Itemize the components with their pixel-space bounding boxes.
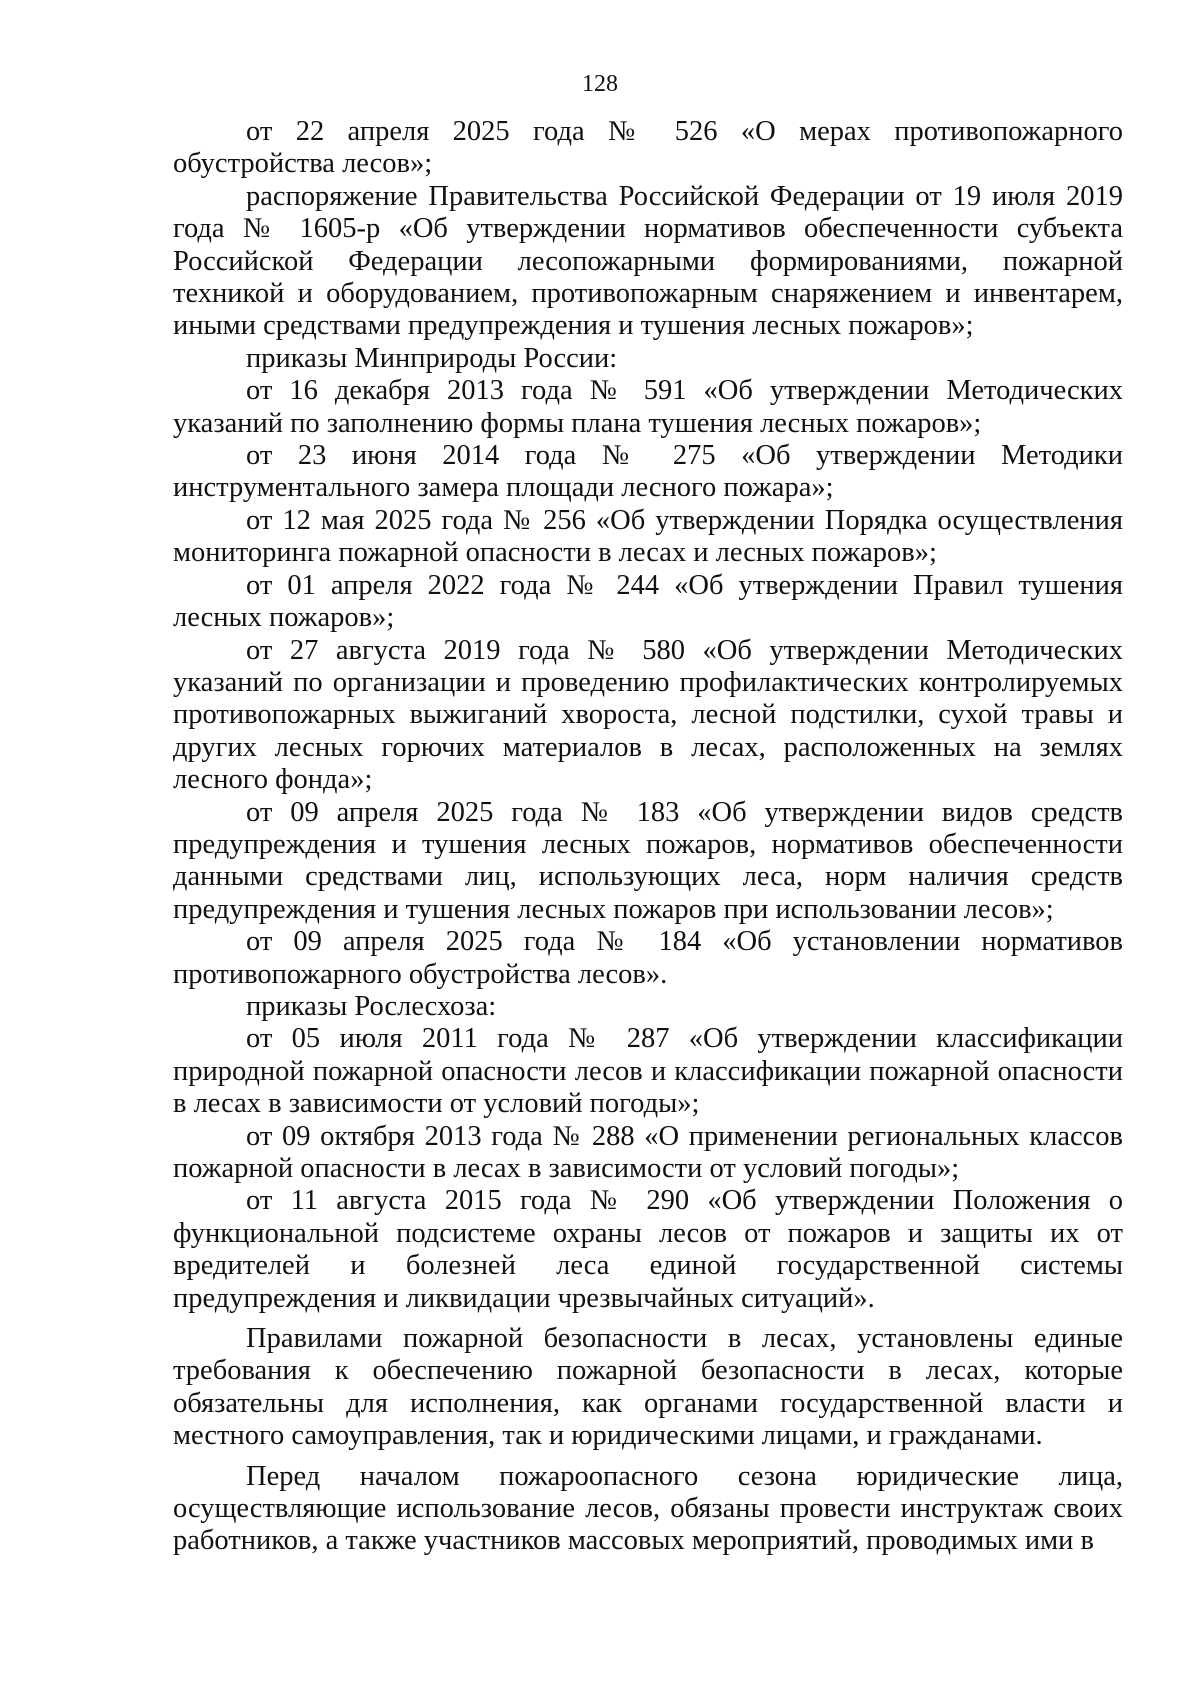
paragraph-government-order-1605r: распоряжение Правительства Российской Федерации от 19 июля 2019 года № 1605-р «Об утверждении нормативов обеспеченности субъекта Российской Федерации лесопожарными формированиями, пожарной техникой и оборудованием, противопожарным снаряжением и инвентарем, иными средствами предупреждения и тушения лесных пожаров»; [173, 180, 1123, 342]
paragraph-minprirody-heading: приказы Минприроды России: [246, 342, 618, 374]
paragraph-rosleshoz-heading: приказы Рослесхоза: [246, 990, 497, 1022]
paragraph-order-287: от 05 июля 2011 года № 287 «Об утверждении классификации природной пожарной опасности лесов и классификации пожарной опасности в лесах в зависимости от условий погоды»; [173, 1023, 1123, 1120]
paragraph-order-256: от 12 мая 2025 года № 256 «Об утверждении Порядка осуществления мониторинга пожарной опасности в лесах и лесных пожаров»; [173, 504, 1123, 569]
paragraph-order-275: от 23 июня 2014 года № 275 «Об утверждении Методики инструментального замера площади лесного пожара»; [173, 440, 1123, 504]
paragraph-order-244: от 01 апреля 2022 года № 244 «Об утверждении Правил тушения лесных пожаров»; [173, 569, 1123, 634]
page-number: 128 [582, 71, 618, 97]
paragraph-order-288: от 09 октября 2013 года № 288 «О применении региональных классов пожарной опасности в лесах в зависимости от условий погоды»; [173, 1120, 1123, 1184]
paragraph-order-580: от 27 августа 2019 года № 580 «Об утверждении Методических указаний по организации и проведению профилактических контролируемых противопожарных выжиганий хвороста, лесной подстилки, сухой травы и других лесных горючих материалов в лесах, расположенных на землях лесного фонда»; [173, 634, 1123, 796]
paragraph-order-183: от 09 апреля 2025 года № 183 «Об утверждении видов средств предупреждения и тушения лесных пожаров, нормативов обеспеченности данными средствами лиц, использующих леса, норм наличия средств предупреждения и тушения лесных пожаров при использовании лесов»; [173, 796, 1123, 925]
paragraph-order-184: от 09 апреля 2025 года № 184 «Об установлении нормативов противопожарного обустройства лесов». [173, 926, 1123, 990]
paragraph-order-290: от 11 августа 2015 года № 290 «Об утверждении Положения о функциональной подсистеме охраны лесов от пожаров и защиты их от вредителей и болезней леса единой государственной системы предупреждения и ликвидации чрезвычайных ситуаций». [173, 1185, 1123, 1314]
document-body [173, 116, 1123, 1558]
paragraph-order-526: от 22 апреля 2025 года № 526 «О мерах противопожарного обустройства лесов»; [173, 116, 1123, 180]
paragraph-fire-safety-rules: Правилами пожарной безопасности в лесах, установлены единые требования к обеспечению пожарной безопасности в лесах, которые обязательны для исполнения, как органами государственной власти и местного самоуправления, так и юридическими лицами, и гражданами. [173, 1323, 1123, 1452]
paragraph-fire-season-briefing: Перед началом пожароопасного сезона юридические лица, осуществляющие использование лесов, обязаны провести инструктаж своих работников, а также участников массовых мероприятий, проводимых ими в [173, 1460, 1123, 1557]
paragraph-order-591: от 16 декабря 2013 года № 591 «Об утверждении Методических указаний по заполнению формы плана тушения лесных пожаров»; [173, 375, 1123, 439]
